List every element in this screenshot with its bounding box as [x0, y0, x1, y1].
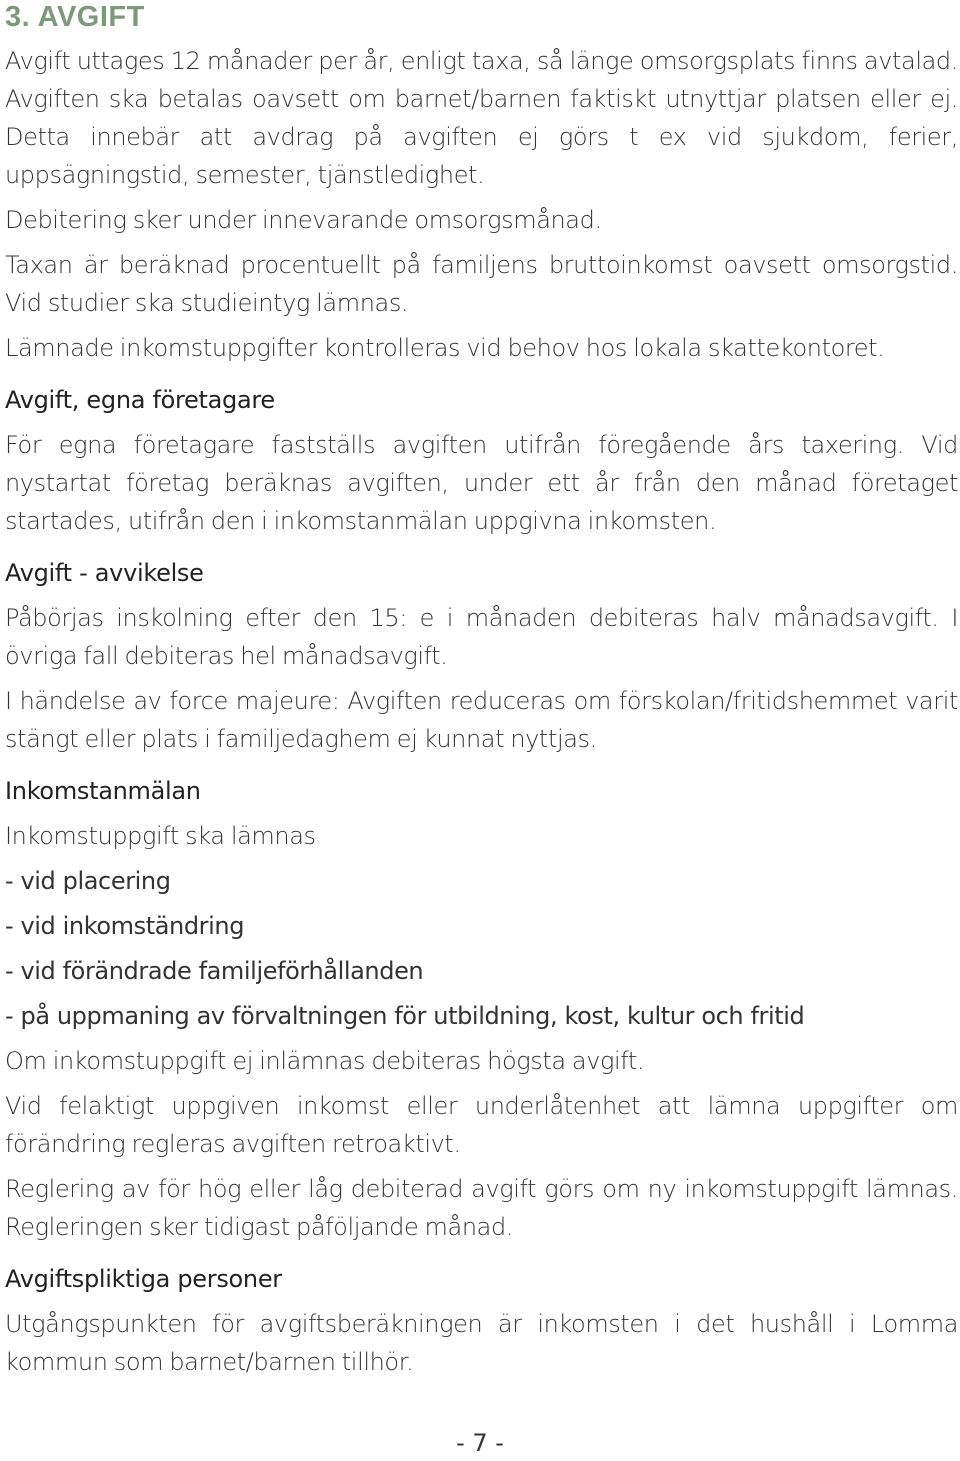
paragraph-income-required: Inkomstuppgift ska lämnas [5, 822, 316, 850]
document-body [5, 42, 958, 1381]
paragraph-self-employed: För egna företagare fastställs avgiften utifrån föregående års taxering. Vid nystartat företag beräknas avgiften, under ett år från den månad företaget startades, utifrån den i inkomstanmälan uppgivna inkomsten. [5, 431, 958, 535]
paragraph-retroactive: Vid felaktigt uppgiven inkomst eller underlåtenhet att lämna uppgifter om förändring regleras avgiften retroaktivt. [5, 1092, 958, 1158]
paragraph-highest-fee: Om inkomstuppgift ej inlämnas debiteras högsta avgift. [5, 1047, 645, 1075]
income-report-list [5, 862, 958, 1035]
list-item: - vid förändrade familjeförhållanden [5, 957, 424, 985]
paragraph-debiting: Debitering sker under innevarande omsorgsmånad. [5, 206, 602, 234]
heading-liable-persons: Avgiftspliktiga personer [5, 1265, 282, 1293]
heading-income-report: Inkomstanmälan [5, 777, 201, 805]
paragraph-force-majeure: I händelse av force majeure: Avgiften reduceras om förskolan/fritidshemmet varit stängt eller plats i familjedaghem ej kunnat nyttjas. [5, 687, 958, 753]
heading-self-employed: Avgift, egna företagare [5, 386, 275, 414]
list-item: - på uppmaning av förvaltningen för utbildning, kost, kultur och fritid [5, 1002, 805, 1030]
paragraph-rate-calculation: Taxan är beräknad procentuellt på familjens bruttoinkomst oavsett omsorgstid. Vid studier ska studieintyg lämnas. [5, 251, 958, 317]
page-number: - 7 - [456, 1429, 504, 1457]
heading-deviation: Avgift - avvikelse [5, 559, 204, 587]
paragraph-income-check: Lämnade inkomstuppgifter kontrolleras vid behov hos lokala skattekontoret. [5, 334, 885, 362]
chapter-title: 3. AVGIFT [5, 1, 145, 33]
paragraph-introduction-fee: Påbörjas inskolning efter den 15: e i månaden debiteras halv månadsavgift. I övriga fall debiteras hel månadsavgift. [5, 604, 958, 670]
list-item: - vid placering [5, 867, 171, 895]
paragraph-fee-terms: Avgift uttages 12 månader per år, enligt taxa, så länge omsorgsplats finns avtalad. Avgiften ska betalas oavsett om barnet/barnen faktiskt utnyttjar platsen eller ej. Detta innebär att avdrag på avgiften ej görs t ex vid sjukdom, ferier, uppsägningstid, semester, tjänstledighet. [5, 47, 958, 189]
list-item: - vid inkomständring [5, 912, 245, 940]
paragraph-household-income: Utgångspunkten för avgiftsberäkningen är inkomsten i det hushåll i Lomma kommun som barnet/barnen tillhör. [5, 1310, 958, 1376]
paragraph-adjustment: Reglering av för hög eller låg debiterad avgift görs om ny inkomstuppgift lämnas. Regleringen sker tidigast påföljande månad. [5, 1175, 958, 1241]
